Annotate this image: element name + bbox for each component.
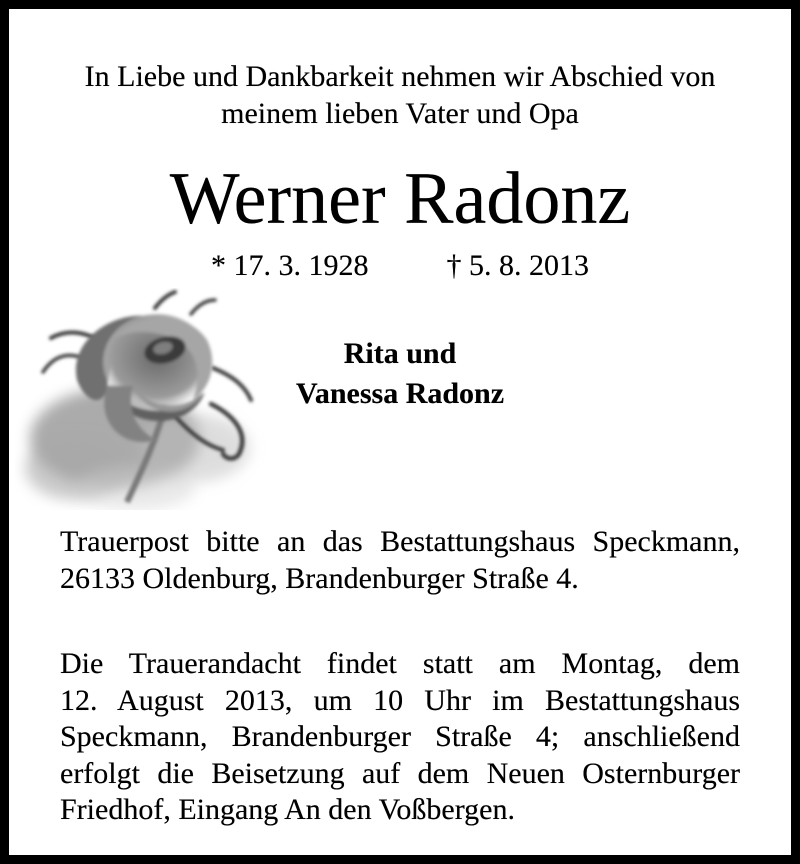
service-details-line: Friedhof, Eingang An den Voßbergen. <box>60 793 515 826</box>
service-details-line: erfolgt die Beisetzung auf dem Neuen Osternburger <box>60 756 740 790</box>
mourner-line-2: Vanessa Radonz <box>295 377 505 410</box>
birth-date: * 17. 3. 1928 <box>211 249 369 282</box>
mourner-names <box>9 334 791 414</box>
intro-line-1: In Liebe und Dankbarkeit nehmen wir Abschied von <box>84 60 716 93</box>
postal-note-line: 26133 Oldenburg, Brandenburger Straße 4. <box>60 561 579 595</box>
postal-note-line: Trauerpost bitte an das Bestattungshaus Speckmann, <box>60 525 740 558</box>
intro-text <box>9 58 791 132</box>
service-details-line: Die Trauerandacht findet statt am Montag, dem <box>60 647 740 680</box>
service-details-line: 12. August 2013, um 10 Uhr im Bestattungshaus <box>60 683 740 717</box>
death-date: † 5. 8. 2013 <box>446 249 589 282</box>
intro-line-2: meinem lieben Vater und Opa <box>221 97 579 130</box>
service-details <box>60 646 740 829</box>
deceased-name: Werner Radonz <box>169 158 631 240</box>
postal-note <box>60 524 740 597</box>
service-details-line: Speckmann, Brandenburger Straße 4; anschließend <box>60 720 740 753</box>
mourner-line-1: Rita und <box>343 337 457 370</box>
life-dates <box>9 249 791 283</box>
